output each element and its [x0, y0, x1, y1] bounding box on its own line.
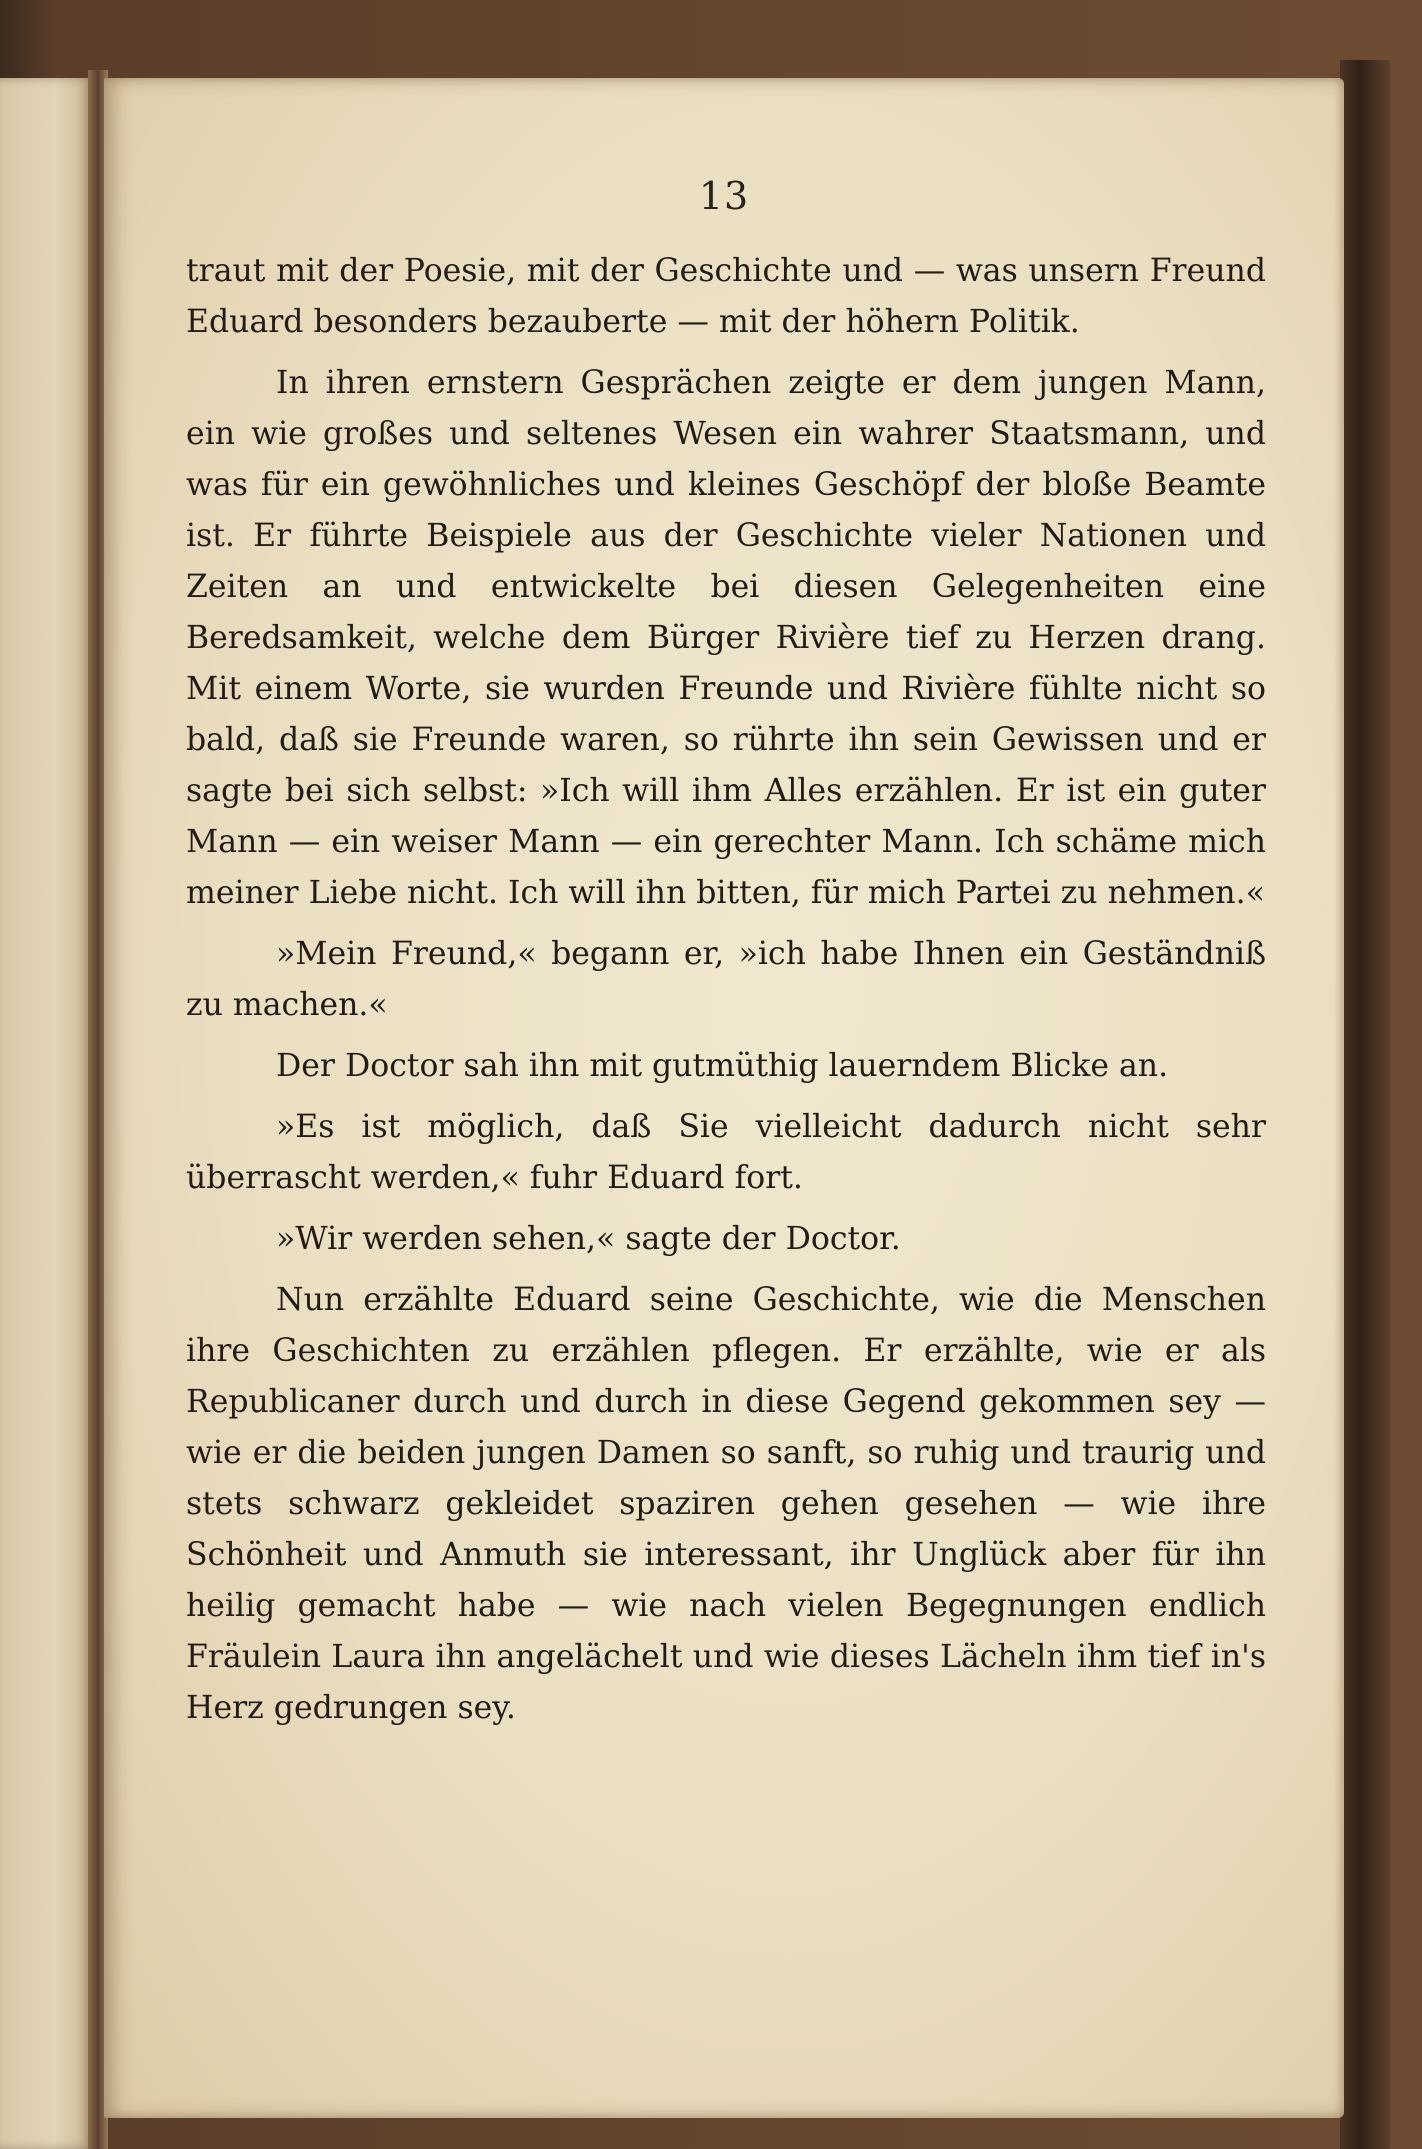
paragraph: »Wir werden sehen,« sagte der Doctor. [276, 1221, 901, 1257]
paragraph: In ihren ernstern Gesprächen zeigte er dem jungen Mann, ein wie großes und seltenes Wesen ein wahrer Staatsmann, und was für ein gewöhnliches und kleines Geschöpf der bloße Beamte ist. Er führte Beispiele aus der Geschichte vieler Nationen und Zeiten an und entwickelte bei diesen Gelegenheiten eine Beredsamkeit, welche dem Bürger Rivière tief zu Herzen drang. Mit einem Worte, sie wurden Freunde und Rivière fühlte nicht so bald, daß sie Freunde waren, so rührte ihn sein Gewissen und er sagte bei sich selbst: »Ich will ihm Alles erzählen. Er ist ein guter Mann — ein weiser Mann — ein gerechter Mann. Ich schäme mich meiner Liebe nicht. Ich will ihn bitten, für mich Partei zu nehmen.« [186, 365, 1266, 911]
paragraph: »Mein Freund,« begann er, »ich habe Ihnen ein Geständniß zu machen.« [186, 936, 1266, 1023]
right-cover-edge [1340, 60, 1390, 2149]
page-text [186, 246, 1266, 1734]
left-page-edge [0, 78, 92, 2149]
paragraph: Nun erzählte Eduard seine Geschichte, wie die Menschen ihre Geschichten zu erzählen pflegen. Er erzählte, wie er als Republicaner durch und durch in diese Gegend gekommen sey — wie er die beiden jungen Damen so sanft, so ruhig und traurig und stets schwarz gekleidet spaziren gehen gesehen — wie ihre Schönheit und Anmuth sie interessant, ihr Unglück aber für ihn heilig gemacht habe — wie nach vielen Begegnungen endlich Fräulein Laura ihn angelächelt und wie dieses Lächeln ihm tief in's Herz gedrungen sey. [186, 1282, 1266, 1726]
paragraph: traut mit der Poesie, mit der Geschichte und — was unsern Freund Eduard besonders bezauberte — mit der höhern Politik. [186, 253, 1266, 340]
paragraph: Der Doctor sah ihn mit gutmüthig lauerndem Blicke an. [276, 1048, 1169, 1084]
page-number: 13 [698, 174, 750, 218]
book-page [104, 78, 1344, 2118]
paragraph: »Es ist möglich, daß Sie vielleicht dadurch nicht sehr überrascht werden,« fuhr Eduard fort. [186, 1109, 1266, 1196]
